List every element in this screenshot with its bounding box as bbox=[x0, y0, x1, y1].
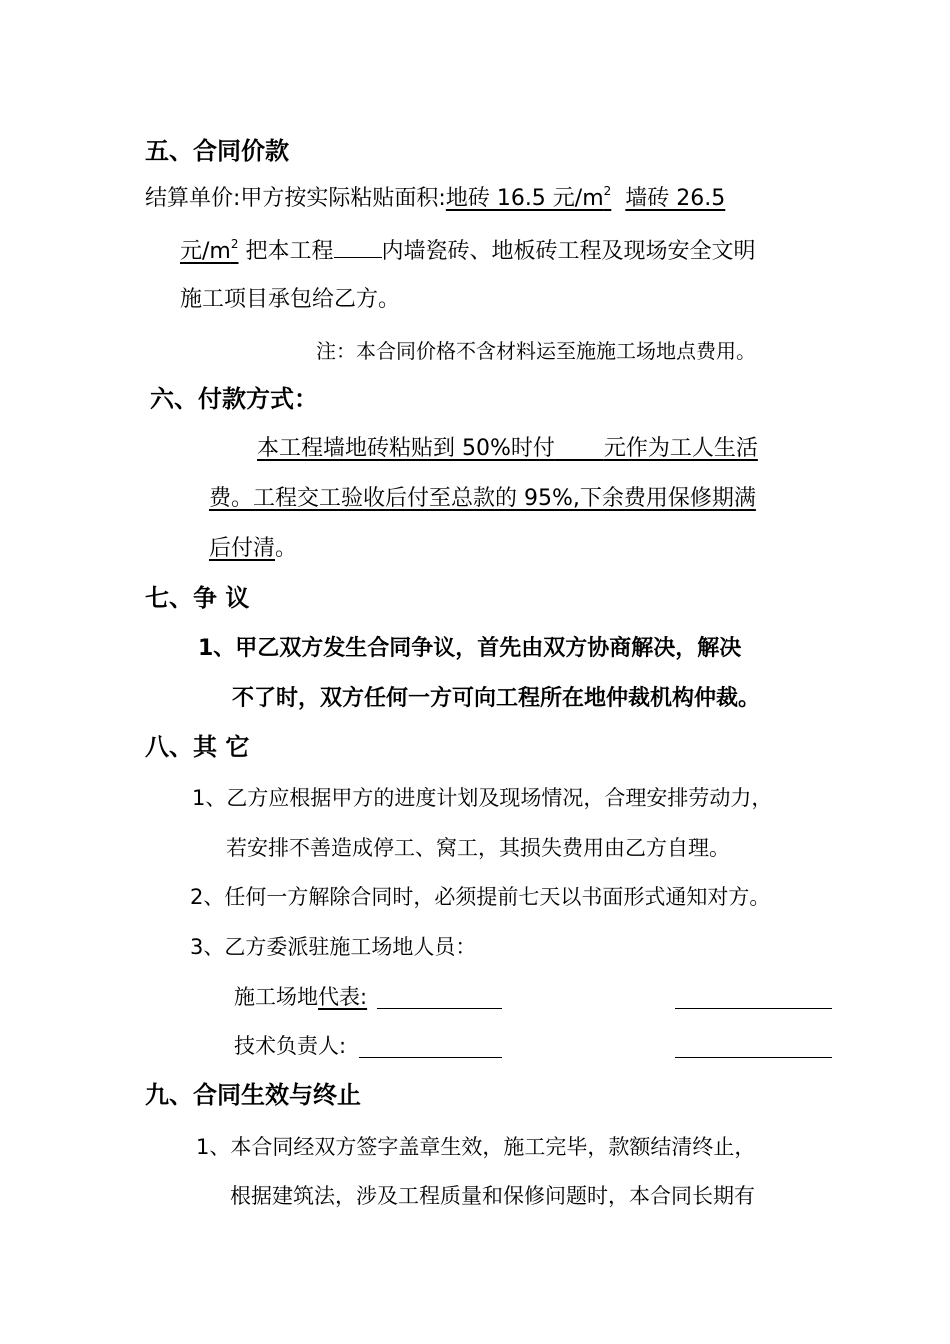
contract-scope-prefix: 把本工程 bbox=[245, 239, 334, 264]
floor-tile-price: 地砖 16.5 元$/m^2$ bbox=[445, 184, 612, 211]
validity-line-1: 1、本合同经双方签字盖章生效，施工完毕，款额结清终止， bbox=[196, 1135, 756, 1159]
site-rep-line-b bbox=[675, 1007, 832, 1009]
section-6-title: 六、付款方式： bbox=[150, 385, 318, 413]
wall-tile-unit: 元$/m^2$ bbox=[180, 237, 239, 264]
project-name-blank bbox=[334, 235, 382, 258]
price-line-3: 施工项目承包给乙方。 bbox=[180, 287, 401, 312]
section-5-title: 五、合同价款 bbox=[145, 137, 289, 165]
dispute-line-2: 不了时，双方任何一方可向工程所在地仲裁机构仲裁。 bbox=[232, 686, 761, 711]
section-7-title: 七、争 议 bbox=[145, 584, 250, 612]
other-item-2: 2、任何一方解除合同时，必须提前七天以书面形式通知对方。 bbox=[190, 885, 771, 909]
contract-scope: 内墙瓷砖、地板砖工程及现场安全文明 bbox=[381, 239, 756, 264]
other-item-1b: 若安排不善造成停工、窝工，其损失费用由乙方自理。 bbox=[226, 836, 730, 860]
tech-lead-label: 技术负责人: bbox=[234, 1034, 347, 1058]
other-item-3: 3、乙方委派驻施工场地人员： bbox=[190, 935, 477, 959]
payment-line-2: 费。工程交工验收后付至总款的 95%,下余费用保修期满 bbox=[209, 486, 756, 511]
price-prefix: 结算单价:甲方按实际粘贴面积: bbox=[145, 186, 446, 211]
dispute-line-1: 1、甲乙双方发生合同争议，首先由双方协商解决，解决 bbox=[198, 636, 742, 661]
section-9-title: 九、合同生效与终止 bbox=[145, 1081, 361, 1109]
tech-lead-line-a bbox=[359, 1056, 502, 1058]
validity-line-2: 根据建筑法，涉及工程质量和保修问题时，本合同长期有 bbox=[230, 1184, 755, 1208]
tech-lead-line-b bbox=[675, 1056, 832, 1058]
site-rep-line-a bbox=[377, 1007, 502, 1009]
price-line-1 bbox=[145, 184, 725, 214]
price-line-2 bbox=[180, 235, 756, 267]
wall-tile-price: 墙砖 26.5 bbox=[625, 186, 726, 211]
price-note: 注：本合同价格不含材料运至施施工场地点费用。 bbox=[316, 339, 756, 363]
payment-line-1: 本工程墙地砖粘贴到 50%时付 元作为工人生活 bbox=[257, 436, 758, 461]
site-rep-label: 施工场地代表: bbox=[234, 985, 368, 1009]
other-item-1a: 1、乙方应根据甲方的进度计划及现场情况，合理安排劳动力， bbox=[192, 786, 773, 810]
section-8-title: 八、其 它 bbox=[145, 733, 250, 761]
payment-line-3: 后付清。 bbox=[209, 536, 298, 561]
